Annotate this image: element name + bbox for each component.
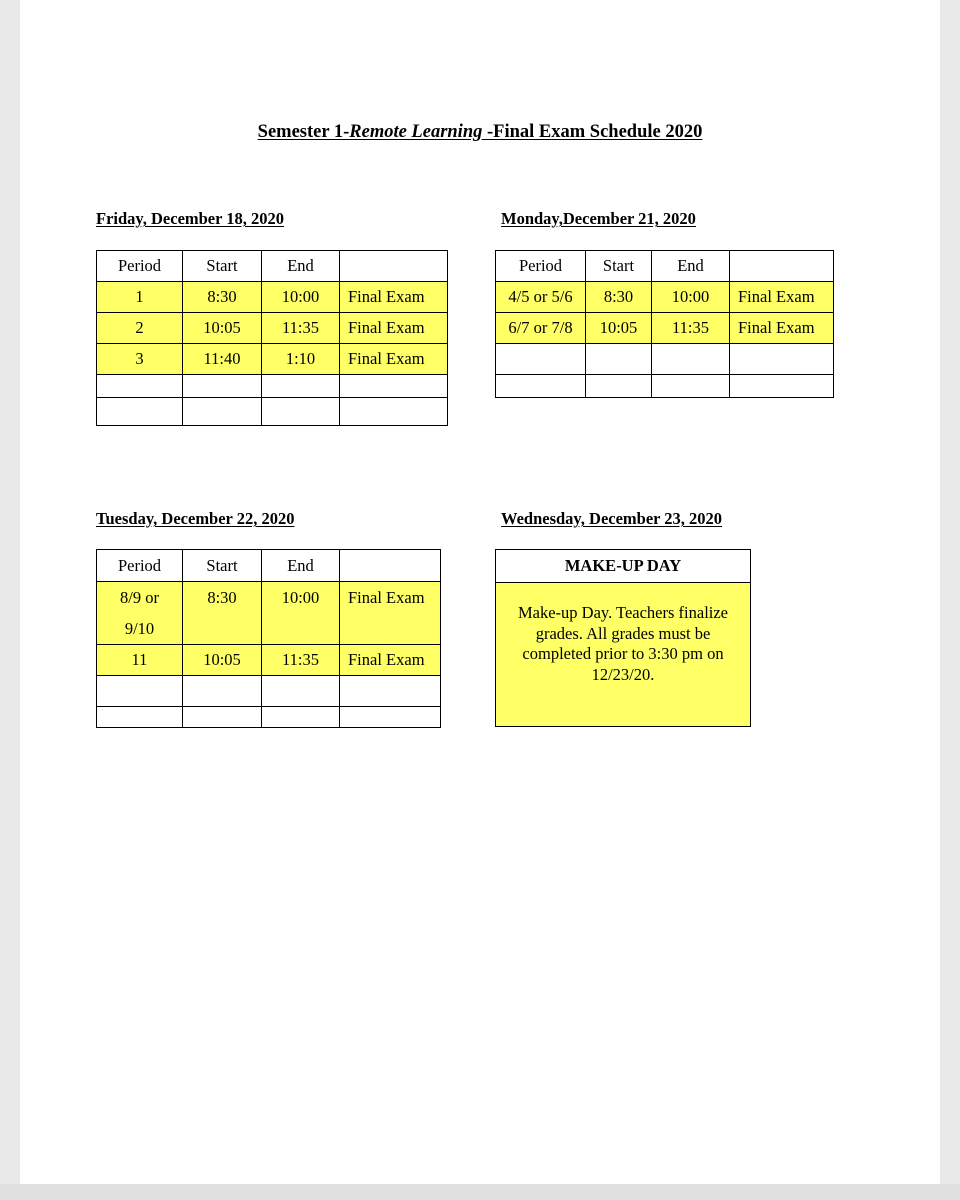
table-header-row xyxy=(97,550,441,582)
start-cell: 11:40 xyxy=(183,344,262,375)
wednesday-heading: Wednesday, December 23, 2020 xyxy=(501,509,723,528)
end-cell: 10:00 xyxy=(262,582,340,645)
period-cell: 4/5 or 5/6 xyxy=(496,282,586,313)
friday-schedule-table xyxy=(96,250,448,426)
empty-cell xyxy=(183,707,262,728)
period-cell: 2 xyxy=(97,313,183,344)
empty-cell xyxy=(730,344,834,375)
period-cell: 8/9 or 9/10 xyxy=(97,582,183,645)
empty-cell xyxy=(340,375,448,398)
empty-cell xyxy=(97,375,183,398)
tuesday-schedule-table xyxy=(96,549,441,728)
empty-cell xyxy=(262,375,340,398)
table-row-empty xyxy=(97,676,441,707)
empty-cell xyxy=(262,398,340,426)
activity-cell: Final Exam xyxy=(730,313,834,344)
bottom-scroll-strip xyxy=(0,1184,960,1200)
monday-heading: Monday,December 21, 2020 xyxy=(501,209,696,228)
column-header: Period xyxy=(496,251,586,282)
makeup-day-title: MAKE-UP DAY xyxy=(496,550,750,583)
column-header xyxy=(340,251,448,282)
empty-cell xyxy=(496,344,586,375)
end-cell: 11:35 xyxy=(262,645,340,676)
activity-cell: Final Exam xyxy=(340,282,448,313)
table-row xyxy=(97,645,441,676)
column-header: Period xyxy=(97,550,183,582)
empty-cell xyxy=(262,676,340,707)
table-row-empty xyxy=(496,375,834,398)
activity-cell: Final Exam xyxy=(730,282,834,313)
table-row xyxy=(97,313,448,344)
table-row xyxy=(97,344,448,375)
empty-cell xyxy=(183,375,262,398)
empty-cell xyxy=(340,707,441,728)
start-cell: 8:30 xyxy=(586,282,652,313)
empty-cell xyxy=(262,707,340,728)
start-cell: 10:05 xyxy=(586,313,652,344)
period-cell: 11 xyxy=(97,645,183,676)
activity-cell: Final Exam xyxy=(340,582,441,645)
empty-cell xyxy=(183,676,262,707)
empty-cell xyxy=(652,375,730,398)
column-header: End xyxy=(652,251,730,282)
table-row xyxy=(97,282,448,313)
table-row-empty xyxy=(97,398,448,426)
table-row xyxy=(496,282,834,313)
column-header: Start xyxy=(586,251,652,282)
table-row-empty xyxy=(496,344,834,375)
monday-schedule-table xyxy=(495,250,834,398)
column-header: End xyxy=(262,251,340,282)
empty-cell xyxy=(586,375,652,398)
table-row-empty xyxy=(97,707,441,728)
end-cell: 10:00 xyxy=(652,282,730,313)
period-cell: 3 xyxy=(97,344,183,375)
column-header: Period xyxy=(97,251,183,282)
empty-cell xyxy=(97,676,183,707)
empty-cell xyxy=(97,398,183,426)
end-cell: 10:00 xyxy=(262,282,340,313)
start-cell: 10:05 xyxy=(183,645,262,676)
empty-cell xyxy=(97,707,183,728)
column-header: Start xyxy=(183,550,262,582)
column-header: End xyxy=(262,550,340,582)
empty-cell xyxy=(183,398,262,426)
period-cell: 6/7 or 7/8 xyxy=(496,313,586,344)
end-cell: 1:10 xyxy=(262,344,340,375)
activity-cell: Final Exam xyxy=(340,344,448,375)
page-title: Semester 1-Remote Learning -Final Exam Schedule 2020 xyxy=(257,122,703,142)
empty-cell xyxy=(340,676,441,707)
empty-cell xyxy=(340,398,448,426)
start-cell: 10:05 xyxy=(183,313,262,344)
empty-cell xyxy=(730,375,834,398)
tuesday-heading: Tuesday, December 22, 2020 xyxy=(96,509,295,528)
empty-cell xyxy=(496,375,586,398)
column-header xyxy=(730,251,834,282)
empty-cell xyxy=(652,344,730,375)
table-row xyxy=(97,582,441,645)
table-row-empty xyxy=(97,375,448,398)
end-cell: 11:35 xyxy=(262,313,340,344)
start-cell: 8:30 xyxy=(183,282,262,313)
makeup-day-note: Make-up Day. Teachers finalize grades. All grades must be completed prior to 3:30 pm on 12/23/20. xyxy=(496,583,750,726)
start-cell: 8:30 xyxy=(183,582,262,645)
table-header-row xyxy=(97,251,448,282)
end-cell: 11:35 xyxy=(652,313,730,344)
column-header: Start xyxy=(183,251,262,282)
activity-cell: Final Exam xyxy=(340,645,441,676)
column-header xyxy=(340,550,441,582)
period-cell: 1 xyxy=(97,282,183,313)
friday-heading: Friday, December 18, 2020 xyxy=(96,209,285,228)
table-header-row xyxy=(496,251,834,282)
empty-cell xyxy=(586,344,652,375)
makeup-day-box xyxy=(495,549,751,727)
activity-cell: Final Exam xyxy=(340,313,448,344)
table-row xyxy=(496,313,834,344)
